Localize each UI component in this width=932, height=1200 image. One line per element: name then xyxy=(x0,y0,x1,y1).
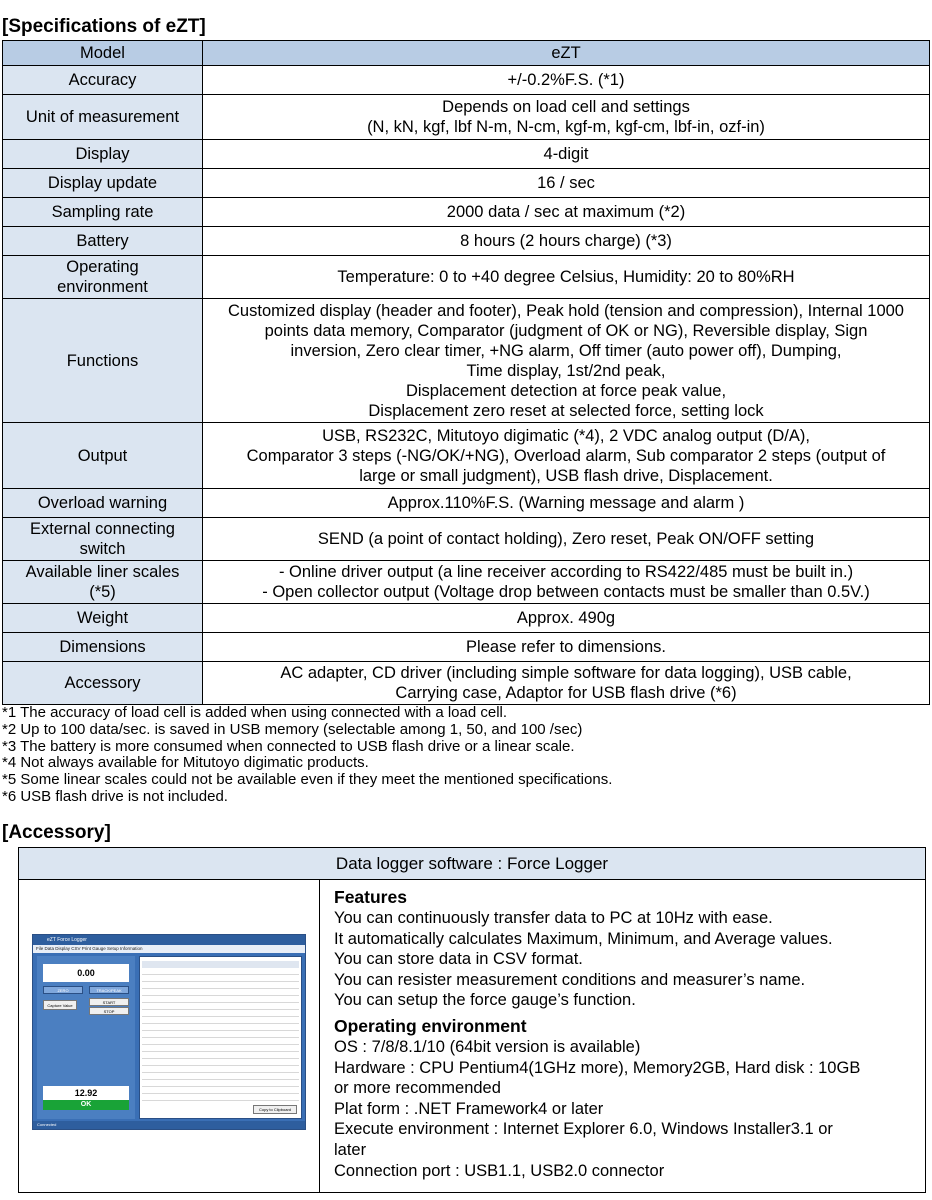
spec-row xyxy=(3,604,930,633)
footnote: *4 Not always available for Mitutoyo digimatic products. xyxy=(2,754,369,772)
footnote: *3 The battery is more consumed when connected to USB flash drive or a linear scale. xyxy=(2,737,575,755)
environment-line: Connection port : USB1.1, USB2.0 connector xyxy=(334,1161,665,1180)
spec-label-line: (*5) xyxy=(89,583,116,601)
spec-row xyxy=(3,198,930,227)
spec-value xyxy=(203,518,930,561)
spec-value-line: Approx. 490g xyxy=(516,609,616,627)
spec-label-line: Dimensions xyxy=(59,638,146,656)
accessory-box-title: Data logger software : Force Logger xyxy=(19,848,925,880)
spec-row xyxy=(3,169,930,198)
spec-label-line: Sampling rate xyxy=(51,203,154,221)
spec-section-title: [Specifications of eZT] xyxy=(2,16,206,37)
environment-line: Hardware : CPU Pentium4(1GHz more), Memory2GB, Hard disk : 10GB xyxy=(334,1058,861,1077)
spec-label xyxy=(3,518,203,561)
spec-value-line: 4-digit xyxy=(543,145,589,163)
spec-row xyxy=(3,95,930,140)
screenshot-title-bar: eZT Force Logger xyxy=(33,935,305,945)
spec-value xyxy=(203,95,930,140)
spec-value-line: - Online driver output (a line receiver according to RS422/485 must be built in.) xyxy=(278,563,854,581)
feature-line: You can resister measurement conditions and measurer’s name. xyxy=(334,970,806,989)
spec-value-line: 2000 data / sec at maximum (*2) xyxy=(446,203,686,221)
spec-value xyxy=(203,633,930,662)
environment-line: or more recommended xyxy=(334,1079,501,1098)
screenshot-data-grid xyxy=(142,961,299,1101)
spec-value-line: Displacement detection at force peak value, xyxy=(405,381,727,400)
spec-label-line: Overload warning xyxy=(37,494,168,512)
spec-row xyxy=(3,561,930,604)
software-screenshot-cell xyxy=(19,880,320,1192)
spec-value xyxy=(203,604,930,633)
spec-label-line: Output xyxy=(77,446,128,465)
screenshot-track-peak-button: TRACK/PEAK xyxy=(89,986,129,994)
feature-line: You can continuously transfer data to PC at 10Hz with ease. xyxy=(334,909,773,927)
spec-value-line: eZT xyxy=(551,44,581,62)
screenshot-big-reading: 12.92 xyxy=(43,1086,129,1100)
spec-value xyxy=(203,227,930,256)
spec-value xyxy=(203,198,930,227)
spec-label xyxy=(3,198,203,227)
software-screenshot xyxy=(32,934,306,1130)
spec-label-line: External connecting xyxy=(30,520,175,538)
environment-line: Plat form : .NET Framework4 or later xyxy=(334,1099,604,1118)
features-list xyxy=(334,908,924,1011)
spec-label xyxy=(3,489,203,518)
spec-label-line: Available liner scales xyxy=(25,563,180,581)
spec-value-line: Carrying case, Adaptor for USB flash drive (*6) xyxy=(395,684,737,702)
software-description xyxy=(334,886,924,1181)
spec-label-line: Functions xyxy=(66,351,139,370)
spec-table xyxy=(2,40,930,705)
accessory-box xyxy=(18,847,926,1193)
screenshot-left-pane xyxy=(37,956,135,1119)
spec-label-line: switch xyxy=(79,540,126,558)
screenshot-capture-button: Capture Value xyxy=(43,1000,77,1010)
environment-line: OS : 7/8/8.1/10 (64bit version is available) xyxy=(334,1037,641,1056)
spec-value xyxy=(203,66,930,95)
spec-label xyxy=(3,140,203,169)
spec-value xyxy=(203,489,930,518)
operating-environment-list xyxy=(334,1037,924,1181)
operating-environment-heading: Operating environment xyxy=(334,1015,527,1036)
spec-label-line: Accessory xyxy=(64,674,141,692)
spec-value xyxy=(203,662,930,705)
spec-value xyxy=(203,41,930,66)
screenshot-menu-bar: File Data Display CSV Print Gauge Setup Information xyxy=(33,945,305,953)
spec-label xyxy=(3,662,203,705)
spec-label xyxy=(3,299,203,423)
spec-label xyxy=(3,66,203,95)
spec-value-line: Please refer to dimensions. xyxy=(466,638,666,656)
spec-label-line: Accuracy xyxy=(68,71,137,89)
spec-row xyxy=(3,662,930,705)
spec-label-line: Operating xyxy=(66,258,139,276)
spec-value xyxy=(203,256,930,299)
spec-value xyxy=(203,169,930,198)
spec-row xyxy=(3,518,930,561)
spec-row xyxy=(3,489,930,518)
spec-label xyxy=(3,41,203,66)
spec-row xyxy=(3,41,930,66)
spec-value-line: - Open collector output (Voltage drop between contacts must be smaller than 0.5V.) xyxy=(262,583,870,601)
screenshot-reading: 0.00 xyxy=(43,964,129,982)
spec-row xyxy=(3,299,930,423)
spec-value-line: +/-0.2%F.S. (*1) xyxy=(507,71,625,89)
spec-row xyxy=(3,66,930,95)
spec-value-line: Temperature: 0 to +40 degree Celsius, Humidity: 20 to 80%RH xyxy=(337,268,795,286)
spec-value xyxy=(203,423,930,489)
spec-value xyxy=(203,561,930,604)
spec-label xyxy=(3,95,203,140)
spec-row xyxy=(3,256,930,299)
spec-value-line: Displacement zero reset at selected force, setting lock xyxy=(368,401,764,420)
screenshot-data-grid-pane xyxy=(139,956,302,1119)
accessory-section-title: [Accessory] xyxy=(2,822,111,843)
spec-label-line: Display update xyxy=(47,174,158,192)
screenshot-status-bar: Connected xyxy=(33,1121,305,1129)
footnotes xyxy=(2,705,930,806)
spec-label xyxy=(3,169,203,198)
feature-line: You can setup the force gauge’s function. xyxy=(334,991,636,1010)
spec-value-line: 8 hours (2 hours charge) (*3) xyxy=(460,232,672,250)
spec-label-line: Weight xyxy=(76,609,129,627)
screenshot-copy-button: Copy to Clipboard xyxy=(253,1105,297,1114)
spec-label xyxy=(3,423,203,489)
environment-line: Execute environment : Internet Explorer 6.0, Windows Installer3.1 or xyxy=(334,1120,833,1139)
spec-value-line: USB, RS232C, Mitutoyo digimatic (*4), 2 VDC analog output (D/A), xyxy=(322,426,810,445)
environment-line: later xyxy=(334,1140,367,1159)
spec-row xyxy=(3,227,930,256)
spec-label xyxy=(3,227,203,256)
spec-row xyxy=(3,140,930,169)
spec-value-line: inversion, Zero clear timer, +NG alarm, Off timer (auto power off), Dumping, xyxy=(290,341,842,360)
spec-label-line: Unit of measurement xyxy=(25,108,180,126)
spec-label xyxy=(3,561,203,604)
screenshot-ok-indicator: OK xyxy=(43,1100,129,1110)
feature-line: You can store data in CSV format. xyxy=(334,950,583,969)
spec-value-line: Time display, 1st/2nd peak, xyxy=(466,361,666,380)
spec-value-line: large or small judgment), USB flash drive, Displacement. xyxy=(359,466,773,485)
spec-label xyxy=(3,256,203,299)
spec-label xyxy=(3,604,203,633)
spec-label-line: Battery xyxy=(76,232,129,250)
spec-label-line: environment xyxy=(57,278,148,296)
screenshot-stop-button: STOP xyxy=(89,1007,129,1015)
spec-label-line: Display xyxy=(75,145,130,163)
spec-row xyxy=(3,423,930,489)
features-heading: Features xyxy=(334,887,407,907)
screenshot-grid-header xyxy=(142,961,299,968)
screenshot-start-button: START xyxy=(89,998,129,1006)
spec-value-line: Depends on load cell and settings xyxy=(442,98,690,116)
spec-value-line: points data memory, Comparator (judgment of OK or NG), Reversible display, Sign xyxy=(264,321,868,340)
footnote: *5 Some linear scales could not be available even if they meet the mentioned specifications. xyxy=(2,771,613,789)
footnote: *6 USB flash drive is not included. xyxy=(2,787,228,805)
spec-value-line: (N, kN, kgf, lbf N-m, N-cm, kgf-m, kgf-cm, lbf-in, ozf-in) xyxy=(367,118,765,136)
spec-label-line: Model xyxy=(80,44,125,62)
spec-value-line: Customized display (header and footer), Peak hold (tension and compression), Internal 1000 xyxy=(228,301,904,320)
spec-label xyxy=(3,633,203,662)
spec-value-line: Comparator 3 steps (-NG/OK/+NG), Overload alarm, Sub comparator 2 steps (output of xyxy=(246,446,886,465)
feature-line: It automatically calculates Maximum, Minimum, and Average values. xyxy=(334,929,833,948)
spec-value-line: SEND (a point of contact holding), Zero reset, Peak ON/OFF setting xyxy=(317,530,815,548)
spec-value-line: AC adapter, CD driver (including simple software for data logging), USB cable, xyxy=(280,664,852,682)
footnote: *1 The accuracy of load cell is added when using connected with a load cell. xyxy=(2,704,508,721)
spec-value xyxy=(203,299,930,423)
screenshot-zero-button: ZERO xyxy=(43,986,83,994)
spec-value-line: 16 / sec xyxy=(537,174,595,192)
spec-value xyxy=(203,140,930,169)
spec-value-line: Approx.110%F.S. (Warning message and alarm ) xyxy=(387,494,745,512)
spec-row xyxy=(3,633,930,662)
footnote: *2 Up to 100 data/sec. is saved in USB memory (selectable among 1, 50, and 100 /sec) xyxy=(2,720,583,738)
